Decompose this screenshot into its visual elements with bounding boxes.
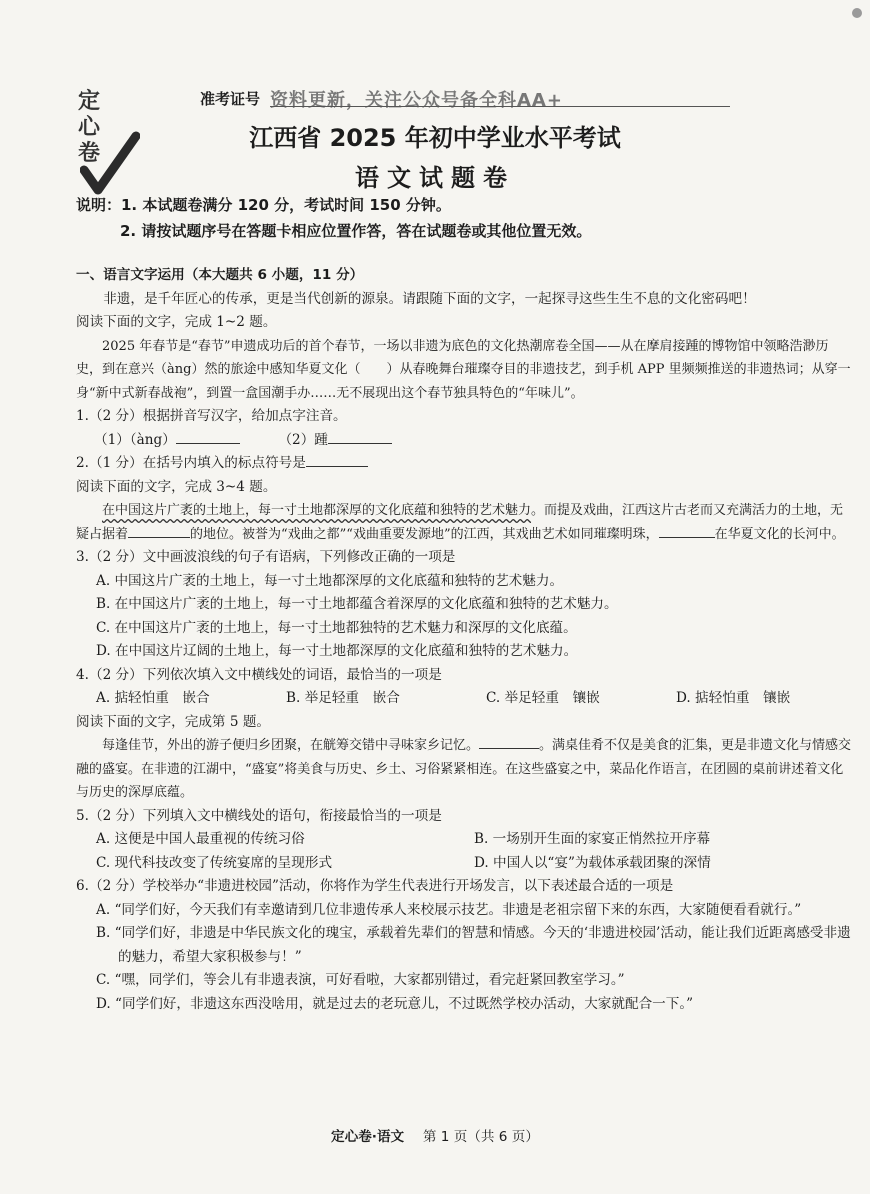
instruction-2: 2. 请按试题序号在答题卡相应位置作答，答在试题卷或其他位置无效。	[120, 222, 592, 240]
q4-options	[76, 687, 852, 711]
stamp-char-3: 卷	[78, 140, 101, 166]
stamp-char-2: 心	[78, 114, 101, 140]
q5-option-b[interactable]: B. 一场别开生面的家宴正悄然拉开序幕	[474, 831, 711, 847]
q3-option-c[interactable]: C. 在中国这片广袤的土地上，每一寸土地都独特的艺术魅力和深厚的文化底蕴。	[96, 619, 577, 636]
passage-3	[76, 734, 852, 805]
q4-option-a[interactable]: A. 掂轻怕重 嵌合	[96, 690, 210, 706]
passage-3-blank[interactable]	[479, 735, 539, 749]
q1b-blank[interactable]	[328, 430, 392, 444]
section-heading: 一、语言文字运用（本大题共 6 小题，11 分）	[76, 267, 364, 283]
question-6: 6.（2 分）学校举办“非遗进校园”活动，你将作为学生代表进行开场发言，以下表述最合适的一项是	[76, 878, 674, 894]
reading-instruction-2: 阅读下面的文字，完成 3~4 题。	[76, 478, 277, 495]
passage-2-blank-1[interactable]	[128, 524, 190, 538]
candidate-number-label: 准考证号	[200, 90, 261, 108]
page-footer	[0, 1125, 870, 1145]
reading-instruction-1: 阅读下面的文字，完成 1~2 题。	[76, 314, 277, 330]
question-1: 1.（2 分）根据拼音写汉字，给加点字注音。	[76, 408, 347, 424]
q5-options-row-2	[76, 852, 852, 876]
passage-2	[76, 499, 852, 546]
passage-1: 2025 年春节是“春节”申遗成功后的首个春节，一场以非遗为底色的文化热潮席卷全国——从在摩肩接踵的博物馆中领略浩渺历史，到在意兴（àng）然的旅途中感知华夏文化（ ）从春晚舞台璀璨夺目的非遗技艺，到手机 APP 里频频推送的非遗热词；从穿一身“新中式新春战袍”，到置一盒国潮手办……无不展现出这个春节独具特色的“年味儿”。	[76, 338, 851, 401]
q5-option-a[interactable]: A. 这便是中国人最重视的传统习俗	[96, 831, 305, 847]
q5-options-row-1	[76, 828, 852, 852]
q4-option-d[interactable]: D. 掂轻怕重 镶嵌	[676, 690, 791, 706]
q4-option-c[interactable]: C. 举足轻重 镶嵌	[486, 690, 600, 706]
exam-body	[76, 192, 852, 1016]
question-4: 4.（2 分）下列依次填入文中横线处的词语，最恰当的一项是	[76, 666, 442, 683]
exam-title: 江西省 2025 年初中学业水平考试	[249, 124, 621, 152]
q3-option-b[interactable]: B. 在中国这片广袤的土地上，每一寸土地都蕴含着深厚的文化底蕴和独特的艺术魅力。	[96, 596, 618, 612]
q1b-label: （2）踵	[278, 431, 328, 448]
q5-option-d[interactable]: D. 中国人以“宴”为载体承载团聚的深情	[474, 854, 711, 871]
q5-option-c[interactable]: C. 现代科技改变了传统宴席的呈现形式	[96, 854, 333, 871]
candidate-number-line	[200, 88, 730, 112]
question-5: 5.（2 分）下列填入文中横线处的语句，衔接最恰当的一项是	[76, 807, 442, 824]
passage-3-part-a: 每逢佳节，外出的游子便归乡团聚，在觥筹交错中寻味家乡记忆。	[102, 738, 480, 753]
candidate-number-field	[270, 106, 730, 107]
q3-option-d[interactable]: D. 在中国这片辽阔的土地上，每一寸土地都深厚的文化底蕴和独特的艺术魅力。	[96, 643, 578, 659]
question-2-text: 2.（1 分）在括号内填入的标点符号是	[76, 455, 306, 471]
question-2	[76, 452, 852, 476]
q2-blank[interactable]	[306, 453, 368, 467]
footer-series-label: 定心卷·语文	[331, 1129, 405, 1145]
stamp-char-1: 定	[78, 88, 101, 114]
scan-corner-dot	[852, 8, 862, 18]
passage-3-part-b: 。满桌佳肴不仅是美食的汇集，更是非遗文化与情感交融的盛宴。在非遗的江湖中，“盛宴”将美食与历史、乡土、习俗紧紧相连。在这些盛宴之中，菜品化作语言，在团圆的桌前讲述着文化与历史的深厚底蕴。	[76, 738, 852, 800]
q3-option-a[interactable]: A. 中国这片广袤的土地上，每一寸土地都深厚的文化底蕴和独特的艺术魅力。	[96, 572, 564, 589]
footer-page-number: 第 1 页（共 6 页）	[422, 1129, 539, 1145]
wavy-underlined-sentence: 在中国这片广袤的土地上，每一寸土地都深厚的文化底蕴和独特的艺术魅力	[102, 503, 532, 518]
reading-instruction-3: 阅读下面的文字，完成第 5 题。	[76, 713, 271, 730]
watermark-text: 资料更新，关注公众号备全科AA+	[270, 90, 563, 111]
passage-2-part-a: 。而提及戏曲，江西这片古老而又充满活力的土地，无疑占据着	[76, 503, 844, 542]
instruction-1: 说明：1. 本试题卷满分 120 分，考试时间 150 分钟。	[76, 196, 451, 214]
passage-2-part-b: 的地位。被誉为“戏曲之都”“戏曲重要发源地”的江西，其戏曲艺术如同璀璨明珠，	[190, 526, 659, 542]
exam-subtitle: 语文试题卷	[355, 164, 515, 192]
q4-option-b[interactable]: B. 举足轻重 嵌合	[286, 690, 400, 706]
section-intro: 非遗，是千年匠心的传承，更是当代创新的源泉。请跟随下面的文字，一起探寻这些生生不息的文化密码吧！	[103, 290, 756, 307]
question-3: 3.（2 分）文中画波浪线的句子有语病，下列修改正确的一项是	[76, 549, 456, 565]
instructions	[76, 192, 852, 244]
q6-option-a[interactable]: A. “同学们好，今天我们有幸邀请到几位非遗传承人来校展示技艺。非遗是老祖宗留下来的东西，大家随便看看就行。”	[96, 901, 802, 918]
q6-option-c[interactable]: C. “嘿，同学们，等会儿有非遗表演，可好看啦，大家都别错过，看完赶紧回教室学习。”	[96, 972, 625, 988]
q1a-blank[interactable]	[176, 430, 240, 444]
q1a-label: （1）（àng）	[94, 431, 176, 448]
question-1-answers	[76, 429, 852, 453]
q6-option-d[interactable]: D. “同学们好，非遗这东西没啥用，就是过去的老玩意儿，不过既然学校办活动，大家就配合一下。”	[96, 995, 694, 1012]
passage-2-blank-2[interactable]	[659, 524, 715, 538]
passage-2-part-c: 在华夏文化的长河中。	[714, 526, 845, 542]
q6-option-b[interactable]: B. “同学们好，非遗是中华民族文化的瑰宝，承载着先辈们的智慧和情感。今天的‘非遗进校园’活动，能让我们近距离感受非遗的魅力，希望大家积极参与！”	[96, 925, 851, 965]
